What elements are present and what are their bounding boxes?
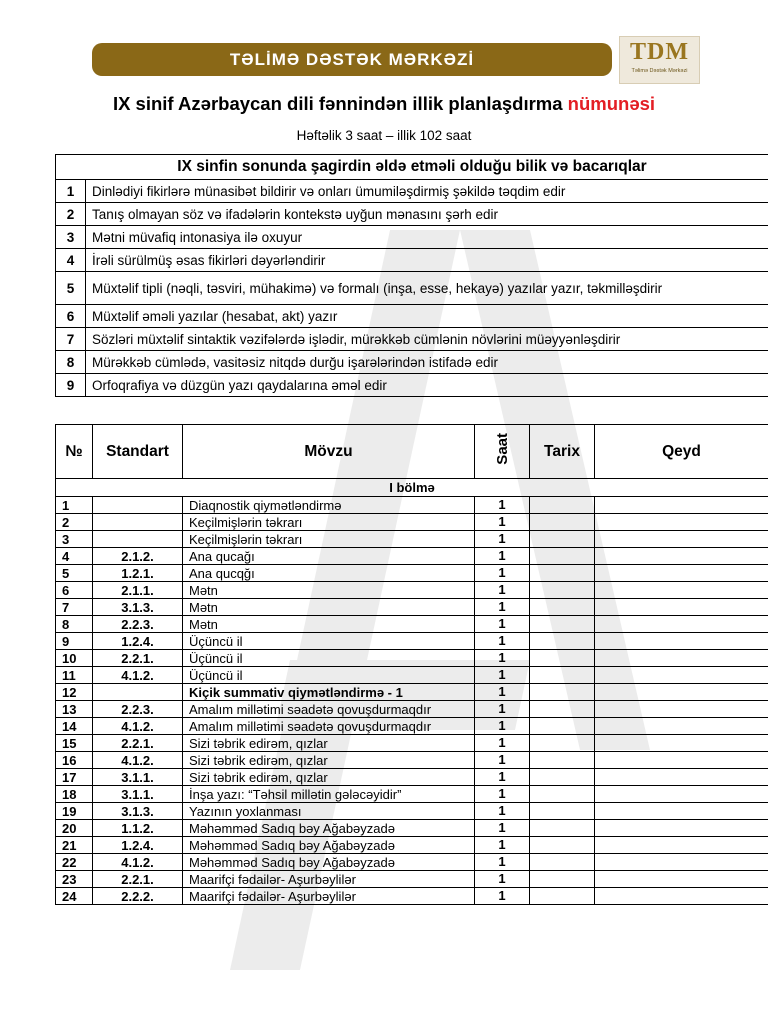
lesson-note bbox=[595, 565, 768, 582]
lesson-number: 4 bbox=[56, 548, 93, 565]
lesson-date bbox=[530, 769, 595, 786]
lesson-note bbox=[595, 616, 768, 633]
skill-text: Müxtəlif tipli (nəqli, təsviri, mühakimə) və formalı (inşa, esse, hekayə) yazılar yazır, təkmilləşdirir bbox=[86, 272, 768, 305]
plan-row bbox=[56, 667, 768, 684]
col-standard: Standart bbox=[93, 425, 183, 479]
skill-number: 1 bbox=[56, 180, 86, 203]
plan-row bbox=[56, 888, 768, 905]
lesson-date bbox=[530, 599, 595, 616]
skill-text: Orfoqrafiya və düzgün yazı qaydalarına əməl edir bbox=[86, 374, 768, 397]
tdm-logo bbox=[619, 36, 700, 84]
section-row bbox=[56, 479, 768, 497]
col-number: № bbox=[56, 425, 93, 479]
lesson-note bbox=[595, 531, 768, 548]
lesson-number: 17 bbox=[56, 769, 93, 786]
section-title: I bölmə bbox=[56, 479, 768, 497]
lesson-note bbox=[595, 837, 768, 854]
plan-row bbox=[56, 718, 768, 735]
lesson-topic: Üçüncü il bbox=[183, 633, 475, 650]
lesson-note bbox=[595, 888, 768, 905]
lesson-number: 15 bbox=[56, 735, 93, 752]
lesson-date bbox=[530, 565, 595, 582]
lesson-topic: Mətn bbox=[183, 582, 475, 599]
lesson-topic: Sizi təbrik edirəm, qızlar bbox=[183, 735, 475, 752]
lesson-standard: 2.2.3. bbox=[93, 616, 183, 633]
lesson-date bbox=[530, 854, 595, 871]
lesson-number: 16 bbox=[56, 752, 93, 769]
skill-row bbox=[56, 226, 768, 249]
lesson-note bbox=[595, 684, 768, 701]
lesson-note bbox=[595, 854, 768, 871]
plan-row bbox=[56, 565, 768, 582]
lesson-note bbox=[595, 786, 768, 803]
plan-row bbox=[56, 820, 768, 837]
lesson-standard bbox=[93, 531, 183, 548]
lesson-standard: 1.1.2. bbox=[93, 820, 183, 837]
plan-row bbox=[56, 684, 768, 701]
lesson-hours: 1 bbox=[475, 837, 530, 854]
lesson-hours: 1 bbox=[475, 633, 530, 650]
lesson-hours: 1 bbox=[475, 854, 530, 871]
lesson-hours: 1 bbox=[475, 803, 530, 820]
lesson-topic: İnşa yazı: “Təhsil millətin gələcəyidir” bbox=[183, 786, 475, 803]
lesson-note bbox=[595, 548, 768, 565]
lesson-standard: 1.2.4. bbox=[93, 837, 183, 854]
plan-row bbox=[56, 599, 768, 616]
skills-header: IX sinfin sonunda şagirdin əldə etməli olduğu bilik və bacarıqlar bbox=[56, 155, 768, 180]
lesson-note bbox=[595, 701, 768, 718]
lesson-hours: 1 bbox=[475, 786, 530, 803]
lesson-topic: Sizi təbrik edirəm, qızlar bbox=[183, 769, 475, 786]
lesson-standard: 1.2.1. bbox=[93, 565, 183, 582]
logo-subtitle: Təlimə Dəstək Mərkəzi bbox=[631, 68, 688, 74]
lesson-topic: Məhəmməd Sadıq bəy Ağabəyzadə bbox=[183, 854, 475, 871]
lesson-note bbox=[595, 582, 768, 599]
lesson-hours: 1 bbox=[475, 565, 530, 582]
skill-row bbox=[56, 328, 768, 351]
skill-row bbox=[56, 249, 768, 272]
skill-text: Mətni müvafiq intonasiya ilə oxuyur bbox=[86, 226, 768, 249]
lesson-topic: Keçilmişlərin təkrarı bbox=[183, 531, 475, 548]
lesson-number: 18 bbox=[56, 786, 93, 803]
lesson-topic: Maarifçi fədailər- Aşurbəylilər bbox=[183, 888, 475, 905]
lesson-number: 7 bbox=[56, 599, 93, 616]
lesson-hours: 1 bbox=[475, 616, 530, 633]
lesson-number: 13 bbox=[56, 701, 93, 718]
lesson-date bbox=[530, 650, 595, 667]
lesson-date bbox=[530, 633, 595, 650]
lesson-standard: 4.1.2. bbox=[93, 667, 183, 684]
lesson-hours: 1 bbox=[475, 514, 530, 531]
document-subtitle: Həftəlik 3 saat – illik 102 saat bbox=[296, 128, 472, 143]
lesson-date bbox=[530, 701, 595, 718]
lesson-date bbox=[530, 582, 595, 599]
lesson-standard: 3.1.3. bbox=[93, 599, 183, 616]
lesson-hours: 1 bbox=[475, 752, 530, 769]
plan-row bbox=[56, 803, 768, 820]
lesson-date bbox=[530, 803, 595, 820]
lesson-topic: Amalım millətimi səadətə qovuşdurmaqdır bbox=[183, 718, 475, 735]
lesson-note bbox=[595, 718, 768, 735]
annual-plan-table bbox=[55, 424, 768, 905]
lesson-hours: 1 bbox=[475, 650, 530, 667]
skills-table bbox=[55, 154, 768, 397]
lesson-standard: 3.1.3. bbox=[93, 803, 183, 820]
skill-row bbox=[56, 374, 768, 397]
skill-text: Dinlədiyi fikirlərə münasibət bildirir və onları ümumiləşdirmiş şəkildə təqdim edir bbox=[86, 180, 768, 203]
lesson-topic: Yazının yoxlanması bbox=[183, 803, 475, 820]
plan-row bbox=[56, 650, 768, 667]
lesson-number: 23 bbox=[56, 871, 93, 888]
lesson-hours: 1 bbox=[475, 701, 530, 718]
lesson-topic: Üçüncü il bbox=[183, 667, 475, 684]
lesson-note bbox=[595, 497, 768, 514]
lesson-date bbox=[530, 871, 595, 888]
skill-number: 8 bbox=[56, 351, 86, 374]
plan-row bbox=[56, 633, 768, 650]
lesson-standard: 3.1.1. bbox=[93, 769, 183, 786]
lesson-note bbox=[595, 667, 768, 684]
skill-row bbox=[56, 203, 768, 226]
lesson-number: 5 bbox=[56, 565, 93, 582]
lesson-standard: 4.1.2. bbox=[93, 854, 183, 871]
lesson-hours: 1 bbox=[475, 497, 530, 514]
lesson-number: 8 bbox=[56, 616, 93, 633]
lesson-topic: Diaqnostik qiymətləndirmə bbox=[183, 497, 475, 514]
skill-row bbox=[56, 305, 768, 328]
plan-row bbox=[56, 871, 768, 888]
skill-text: Müxtəlif əməli yazılar (hesabat, akt) yazır bbox=[86, 305, 768, 328]
skill-text: Sözləri müxtəlif sintaktik vəzifələrdə işlədir, mürəkkəb cümlənin növlərini müəyyənləşdirir bbox=[86, 328, 768, 351]
plan-row bbox=[56, 582, 768, 599]
lesson-number: 19 bbox=[56, 803, 93, 820]
lesson-standard: 1.2.4. bbox=[93, 633, 183, 650]
skill-row bbox=[56, 180, 768, 203]
lesson-topic: Kiçik summativ qiymətləndirmə - 1 bbox=[183, 684, 475, 701]
plan-header-row bbox=[56, 425, 768, 479]
lesson-number: 2 bbox=[56, 514, 93, 531]
lesson-hours: 1 bbox=[475, 599, 530, 616]
lesson-note bbox=[595, 820, 768, 837]
lesson-date bbox=[530, 531, 595, 548]
lesson-date bbox=[530, 752, 595, 769]
lesson-hours: 1 bbox=[475, 667, 530, 684]
skill-number: 9 bbox=[56, 374, 86, 397]
lesson-topic: Amalım millətimi səadətə qovuşdurmaqdır bbox=[183, 701, 475, 718]
skill-text: Mürəkkəb cümlədə, vasitəsiz nitqdə durğu işarələrindən istifadə edir bbox=[86, 351, 768, 374]
lesson-standard: 2.1.2. bbox=[93, 548, 183, 565]
lesson-hours: 1 bbox=[475, 582, 530, 599]
header-banner bbox=[92, 43, 612, 76]
lesson-standard: 2.2.2. bbox=[93, 888, 183, 905]
plan-row bbox=[56, 701, 768, 718]
skill-number: 4 bbox=[56, 249, 86, 272]
plan-row bbox=[56, 548, 768, 565]
lesson-date bbox=[530, 888, 595, 905]
lesson-topic: Keçilmişlərin təkrarı bbox=[183, 514, 475, 531]
lesson-standard bbox=[93, 514, 183, 531]
lesson-standard: 4.1.2. bbox=[93, 752, 183, 769]
document-title bbox=[0, 93, 768, 115]
lesson-number: 12 bbox=[56, 684, 93, 701]
banner-title: TƏLİMƏ DƏSTƏK MƏRKƏZİ bbox=[229, 49, 475, 69]
lesson-date bbox=[530, 616, 595, 633]
lesson-note bbox=[595, 599, 768, 616]
lesson-standard: 2.2.1. bbox=[93, 650, 183, 667]
lesson-topic: Üçüncü il bbox=[183, 650, 475, 667]
lesson-topic: Maarifçi fədailər- Aşurbəylilər bbox=[183, 871, 475, 888]
lesson-date bbox=[530, 786, 595, 803]
lesson-hours: 1 bbox=[475, 548, 530, 565]
lesson-note bbox=[595, 769, 768, 786]
lesson-note bbox=[595, 803, 768, 820]
lesson-standard: 2.1.1. bbox=[93, 582, 183, 599]
skill-row bbox=[56, 272, 768, 305]
lesson-hours: 1 bbox=[475, 531, 530, 548]
lesson-standard: 2.2.1. bbox=[93, 871, 183, 888]
lesson-hours: 1 bbox=[475, 684, 530, 701]
plan-row bbox=[56, 752, 768, 769]
lesson-date bbox=[530, 718, 595, 735]
lesson-standard bbox=[93, 497, 183, 514]
lesson-note bbox=[595, 752, 768, 769]
lesson-hours: 1 bbox=[475, 735, 530, 752]
lesson-number: 6 bbox=[56, 582, 93, 599]
col-date: Tarix bbox=[530, 425, 595, 479]
plan-row bbox=[56, 735, 768, 752]
lesson-note bbox=[595, 871, 768, 888]
lesson-date bbox=[530, 820, 595, 837]
plan-row bbox=[56, 616, 768, 633]
lesson-topic: Sizi təbrik edirəm, qızlar bbox=[183, 752, 475, 769]
lesson-date bbox=[530, 548, 595, 565]
plan-row bbox=[56, 514, 768, 531]
lesson-standard: 2.2.3. bbox=[93, 701, 183, 718]
lesson-number: 22 bbox=[56, 854, 93, 871]
lesson-hours: 1 bbox=[475, 888, 530, 905]
lesson-date bbox=[530, 735, 595, 752]
lesson-note bbox=[595, 633, 768, 650]
skill-number: 3 bbox=[56, 226, 86, 249]
plan-row bbox=[56, 497, 768, 514]
lesson-topic: Ana qucağı bbox=[183, 548, 475, 565]
skill-text: Tanış olmayan söz və ifadələrin kontekstə uyğun mənasını şərh edir bbox=[86, 203, 768, 226]
lesson-note bbox=[595, 650, 768, 667]
plan-row bbox=[56, 786, 768, 803]
lesson-topic: Mətn bbox=[183, 616, 475, 633]
plan-row bbox=[56, 531, 768, 548]
lesson-date bbox=[530, 667, 595, 684]
lesson-standard: 4.1.2. bbox=[93, 718, 183, 735]
lesson-hours: 1 bbox=[475, 820, 530, 837]
lesson-note bbox=[595, 735, 768, 752]
lesson-date bbox=[530, 837, 595, 854]
lesson-number: 10 bbox=[56, 650, 93, 667]
lesson-date bbox=[530, 684, 595, 701]
skill-row bbox=[56, 351, 768, 374]
lesson-date bbox=[530, 514, 595, 531]
lesson-hours: 1 bbox=[475, 718, 530, 735]
lesson-number: 11 bbox=[56, 667, 93, 684]
skill-number: 5 bbox=[56, 272, 86, 305]
col-hours bbox=[475, 425, 530, 479]
lesson-number: 14 bbox=[56, 718, 93, 735]
lesson-number: 3 bbox=[56, 531, 93, 548]
lesson-topic: Məhəmməd Sadıq bəy Ağabəyzadə bbox=[183, 820, 475, 837]
lesson-standard: 3.1.1. bbox=[93, 786, 183, 803]
lesson-number: 24 bbox=[56, 888, 93, 905]
title-main: IX sinif Azərbaycan dili fənnindən illik planlaşdırma bbox=[112, 93, 563, 114]
col-note: Qeyd bbox=[595, 425, 768, 479]
col-hours-label: Saat bbox=[493, 433, 511, 465]
logo-mark: TDM bbox=[630, 39, 689, 65]
skill-number: 2 bbox=[56, 203, 86, 226]
lesson-number: 21 bbox=[56, 837, 93, 854]
lesson-topic: Ana qucqğı bbox=[183, 565, 475, 582]
skill-number: 7 bbox=[56, 328, 86, 351]
lesson-note bbox=[595, 514, 768, 531]
lesson-hours: 1 bbox=[475, 871, 530, 888]
lesson-date bbox=[530, 497, 595, 514]
plan-row bbox=[56, 854, 768, 871]
title-highlight: nümunəsi bbox=[567, 93, 656, 114]
skill-text: İrəli sürülmüş əsas fikirləri dəyərləndirir bbox=[86, 249, 768, 272]
lesson-topic: Mətn bbox=[183, 599, 475, 616]
lesson-number: 20 bbox=[56, 820, 93, 837]
skill-number: 6 bbox=[56, 305, 86, 328]
lesson-topic: Məhəmməd Sadıq bəy Ağabəyzadə bbox=[183, 837, 475, 854]
plan-row bbox=[56, 769, 768, 786]
lesson-standard: 2.2.1. bbox=[93, 735, 183, 752]
col-topic: Mövzu bbox=[183, 425, 475, 479]
lesson-number: 9 bbox=[56, 633, 93, 650]
lesson-standard bbox=[93, 684, 183, 701]
lesson-hours: 1 bbox=[475, 769, 530, 786]
plan-row bbox=[56, 837, 768, 854]
lesson-number: 1 bbox=[56, 497, 93, 514]
